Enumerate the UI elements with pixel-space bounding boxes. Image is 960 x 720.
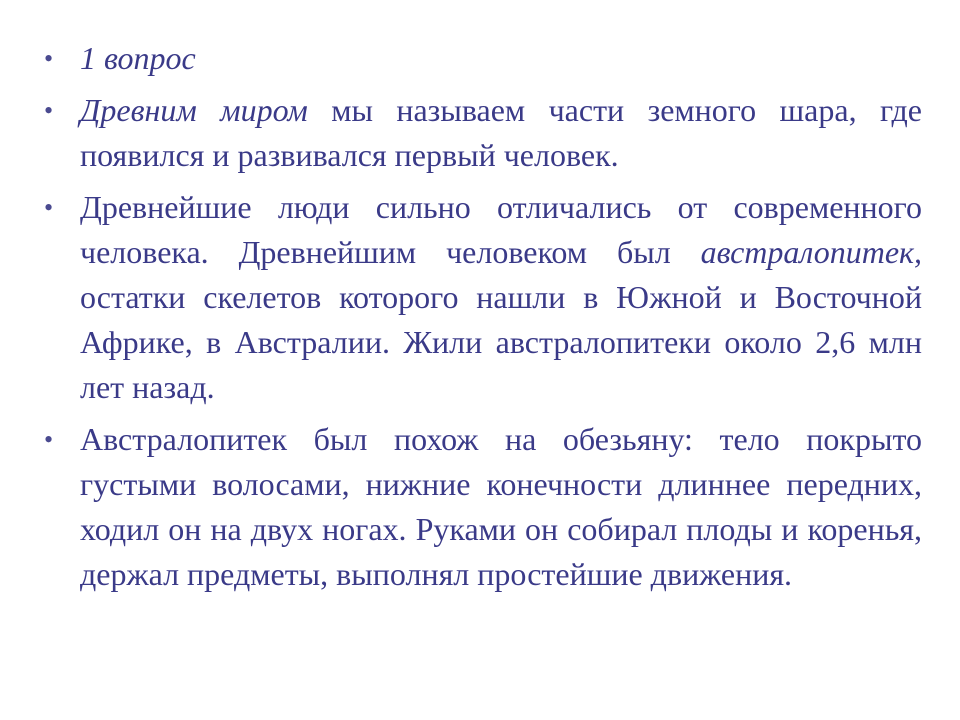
bullet-icon: • <box>44 425 54 454</box>
bullet-text: Древнейшие люди сильно отличались от современного человека. Древнейшим человеком был <box>80 189 922 270</box>
bullet-item-2 <box>44 88 922 178</box>
bullet-text: 1 вопрос <box>80 40 196 76</box>
bullet-icon: • <box>44 193 54 222</box>
bullet-icon: • <box>44 96 54 125</box>
bullet-item-4 <box>44 417 922 597</box>
bullet-text: остатки скелетов которого нашли в Южной и Восточной Африке, в Австралии. Жили австралопитеки около 2,6 млн лет назад. <box>80 279 922 405</box>
bullet-icon: • <box>44 44 54 73</box>
bullet-text: мы называем части земного шара, где появился и развивался первый человек. <box>80 92 922 173</box>
bullet-list <box>44 36 922 604</box>
bullet-item-1 <box>44 36 922 81</box>
bullet-text: Австралопитек был похож на обезьяну: тело покрыто густыми волосами, нижние конечности длиннее передних, ходил он на двух ногах. Руками он собирал плоды и коренья, держал предметы, выполнял простейшие движения. <box>80 421 922 592</box>
bullet-item-3 <box>44 185 922 410</box>
bullet-text-emphasis: Древним миром <box>80 92 308 128</box>
bullet-text-emphasis: австралопитек, <box>700 234 922 270</box>
